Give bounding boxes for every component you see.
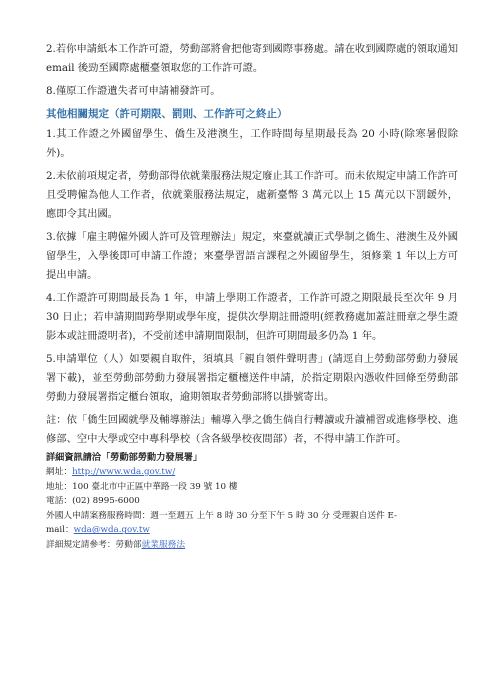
- address-line: 地址：100 臺北市中正區中華路一段 39 號 10 樓: [46, 481, 238, 492]
- rule-3-eligibility: 3.依據「雇主聘僱外國人許可及管理辦法」規定，來臺就讀正式學制之僑生、港澳生及外國留學生，入學後即可申請工作證；來臺學習語言課程之外國留學生，須修業 1 年以上方可提出申請。: [46, 231, 458, 281]
- employment-service-act-link[interactable]: 就業服務法: [141, 539, 185, 550]
- document-page: [46, 40, 458, 553]
- website-link[interactable]: http://www.wda.gov.tw/: [72, 467, 176, 477]
- item-8-reissue: 8.僅原工作證遺失者可申請補發許可。: [46, 85, 221, 97]
- phone-line: 電話：(02) 8995-6000: [46, 496, 140, 507]
- section-heading: 其他相關規定（許可期限、罰則、工作許可之終止）: [46, 108, 288, 120]
- rule-1-hours: 1.其工作證之外國留學生、僑生及港澳生，工作時間每星期最長為 20 小時(除寒暑假除外)。: [46, 128, 458, 159]
- website-label: 網址：: [46, 467, 73, 477]
- note-overseas-students: 註：依「僑生回國就學及輔導辦法」輔導入學之僑生倘自行轉讀或升讀補習或進修學校、進修部、空中大學或空中專科學校（含各級學校夜間部）者，不得申請工作許可。: [46, 414, 458, 445]
- email-line: [46, 523, 458, 538]
- email-link[interactable]: wda@wda.gov.tw: [73, 525, 150, 536]
- rule-2-penalty: 2.未依前項規定者，勞動部得依就業服務法規定廢止其工作許可。而未依規定申請工作許可且受聘僱為他人工作者，依就業服務法規定，處新臺幣 3 萬元以上 15 萬元以下罰鍰外，應即令其出國。: [46, 170, 458, 220]
- item-2-paper-permit: 2.若你申請紙本工作許可證，勞動部將會把他寄到國際事務處。請在收到國際處的領取通知 email 後勁至國際處櫃臺領取您的工作許可證。: [46, 43, 458, 74]
- contact-block: [46, 451, 458, 553]
- website-line: [46, 465, 458, 480]
- contact-title: 詳細資訊請洽「勞動部勞動力發展署」: [46, 452, 203, 463]
- rule-4-validity: 4.工作證許可期間最長為 1 年，申請上學期工作證者，工作許可證之期限最長至次年 9 月 30 日止；若申請期間跨學期或學年度，提供次學期註冊證明(經教務處加蓋註冊章之學生證影本或註冊證明者)，不受前述申請期間限制，但許可期間最多仍為 1 年。: [46, 292, 458, 342]
- reference-label: 詳細規定請參考：勞動部: [46, 539, 142, 550]
- email-label: mail：: [46, 525, 74, 536]
- reference-line: [46, 538, 458, 553]
- hours-line: 外國人申請案務服務時間：週一至週五 上午 8 時 30 分至下午 5 時 30 分 受理親自送件 E-: [46, 510, 397, 521]
- rule-5-pickup: 5.申請單位（人）如要親自取件，須填具「親自領件聲明書」(請逕自上勞動部勞動力發展署下載)，並至勞動部勞動力發展署指定櫃檯送件申請，於指定期限內憑收件回條至勞動部勞動力發展署指定櫃台領取，逾期領取者勞動部將以掛號寄出。: [46, 353, 458, 403]
